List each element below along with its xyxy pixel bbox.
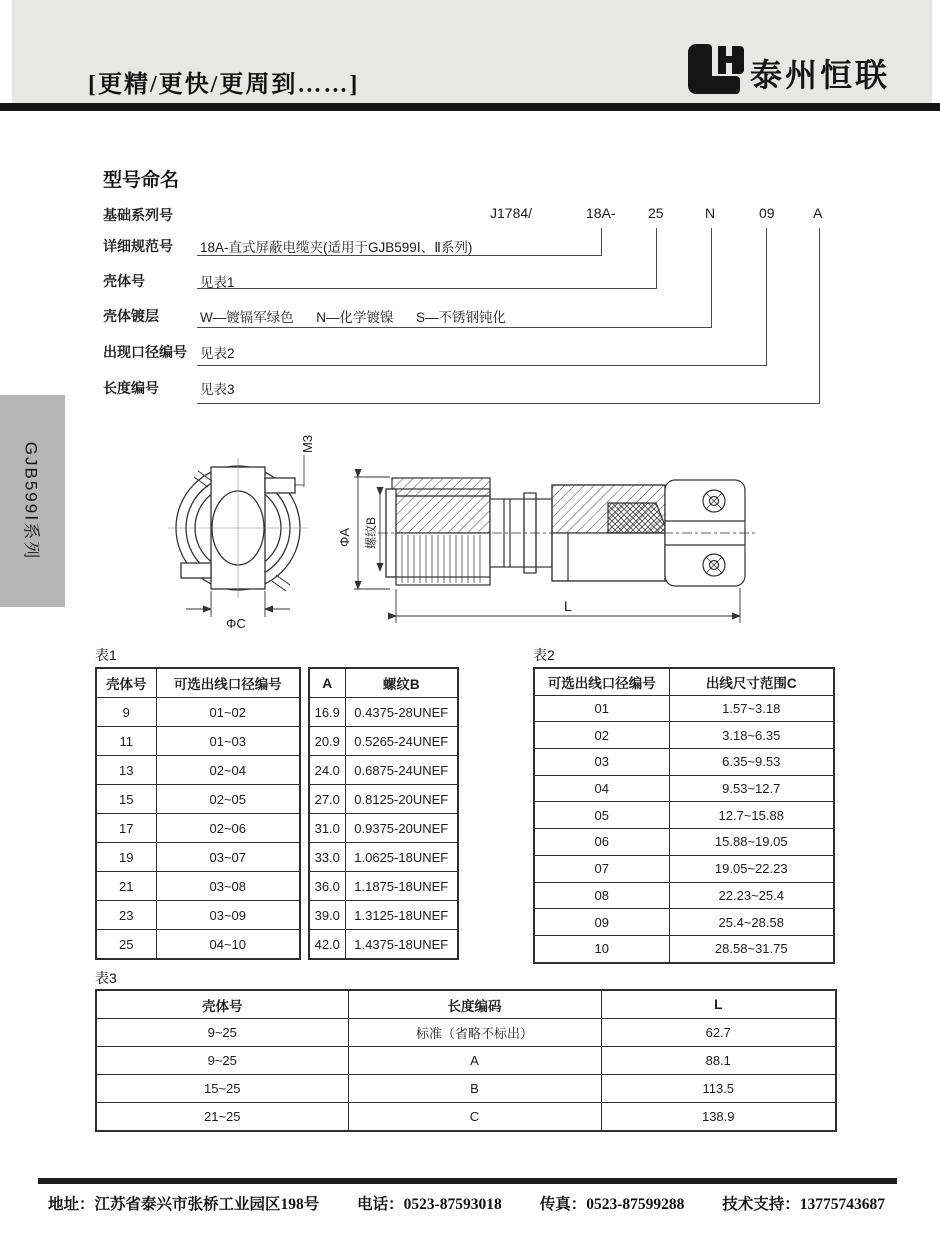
table-cell: 15 [96,785,156,814]
table-row [309,843,458,872]
table-row [309,901,458,930]
naming-value: 见表1 [200,275,235,290]
table-row [309,814,458,843]
table-row [534,909,834,936]
table-row [96,1019,836,1047]
table-row [534,695,834,722]
naming-code: J1784/ [490,205,533,221]
column-header: 壳体号 [96,668,156,698]
table-cell: 1.57~3.18 [669,695,834,722]
table-row [96,785,300,814]
table-row [309,872,458,901]
connector-line [197,228,820,404]
table-cell: C [348,1103,601,1132]
table-cell: 07 [534,855,669,882]
side-section-drawing [378,478,758,586]
table-row [534,882,834,909]
table-row [309,756,458,785]
table-cell: 1.0625-18UNEF [345,843,458,872]
table-row [534,722,834,749]
header-divider [0,103,940,111]
table-cell: 88.1 [601,1047,836,1075]
column-header: 螺纹B [345,668,458,698]
table-row [534,829,834,856]
table-cell: 9~25 [96,1047,348,1075]
table-cell: 01 [534,695,669,722]
table-cell: 1.4375-18UNEF [345,930,458,960]
table-cell: 62.7 [601,1019,836,1047]
header-slogan: [更精/更快/更周到……] [88,72,360,98]
table-row [96,872,300,901]
table-cell: 02~06 [156,814,300,843]
table-cell: 21~25 [96,1103,348,1132]
table-cell: 23 [96,901,156,930]
technical-drawing [90,425,810,637]
footer [48,1192,919,1214]
table-row [96,930,300,960]
page-title: 型号命名 [103,170,180,191]
table-cell: 03~08 [156,872,300,901]
table-cell: 11 [96,727,156,756]
table-cell: 19.05~22.23 [669,855,834,882]
table-cell: 01~02 [156,698,300,727]
table-cell: 12.7~15.88 [669,802,834,829]
table-cell: 9~25 [96,1019,348,1047]
table-cell: 03 [534,749,669,776]
table-cell: 03~09 [156,901,300,930]
column-header: 长度编码 [348,990,601,1019]
footer-address: 地址：江苏省泰兴市张桥工业园区198号 [48,1196,320,1213]
table-cell: 02 [534,722,669,749]
table1-left [95,667,301,952]
table-cell: 20.9 [309,727,345,756]
dimension-label-length: L [564,598,572,614]
table-row [534,775,834,802]
table-cell: B [348,1075,601,1103]
naming-label: 详细规范号 [103,238,173,254]
table-cell: 02~04 [156,756,300,785]
naming-label: 壳体镀层 [103,308,159,324]
table-cell: 25.4~28.58 [669,909,834,936]
footer-phone: 电话：0523-87593018 [357,1196,502,1213]
table-cell: 1.3125-18UNEF [345,901,458,930]
table-row [96,1047,836,1075]
footer-divider [38,1178,897,1184]
naming-value: 18A-直式屏蔽电缆夹(适用于GJB599Ⅰ、Ⅱ系列) [200,240,473,255]
column-header: 可选出线口径编号 [156,668,300,698]
naming-label: 壳体号 [103,273,145,289]
table-cell: 0.8125-20UNEF [345,785,458,814]
table-cell: 27.0 [309,785,345,814]
column-header: L [601,990,836,1019]
table-cell: 24.0 [309,756,345,785]
table-cell: 17 [96,814,156,843]
table-row [309,930,458,960]
naming-code: 18A- [586,205,616,221]
column-header: 壳体号 [96,990,348,1019]
naming-code: 25 [648,205,664,221]
series-tab-label: GJB599Ⅰ系列 [21,441,40,561]
table-cell: 9.53~12.7 [669,775,834,802]
table-row [96,727,300,756]
table-cell: 04 [534,775,669,802]
table-cell: 22.23~25.4 [669,882,834,909]
table-row [309,727,458,756]
table-cell: 13 [96,756,156,785]
table1-caption: 表1 [95,647,117,663]
table-cell: A [348,1047,601,1075]
table-cell: 138.9 [601,1103,836,1132]
table-row [96,814,300,843]
table-row [96,698,300,727]
dimension-label-phi-a: ΦA [337,527,352,547]
dimension-label-thread-b: 螺纹B [364,516,378,549]
table-row [96,1103,836,1132]
table-row [96,901,300,930]
table-cell: 15~25 [96,1075,348,1103]
table-cell: 113.5 [601,1075,836,1103]
table-cell: 09 [534,909,669,936]
table-cell: 15.88~19.05 [669,829,834,856]
brand-name: 泰州恒联 [750,57,891,93]
table-cell: 03~07 [156,843,300,872]
column-header: A [309,668,345,698]
table-cell: 25 [96,930,156,960]
table-cell: 0.9375-20UNEF [345,814,458,843]
column-header: 出线尺寸范围C [669,668,834,695]
naming-label: 长度编号 [103,380,159,396]
table-row [96,756,300,785]
table-row [534,749,834,776]
table2-caption: 表2 [533,647,555,663]
footer-support: 技术支持：13775743687 [722,1196,885,1213]
table-row [534,802,834,829]
table-cell: 04~10 [156,930,300,960]
table-cell: 05 [534,802,669,829]
table-row [96,843,300,872]
dimension-label-phi-c: ΦC [226,616,246,631]
table-row [534,935,834,962]
naming-label: 基础系列号 [103,207,173,223]
table-cell: 3.18~6.35 [669,722,834,749]
table-row [309,698,458,727]
table-cell: 0.5265-24UNEF [345,727,458,756]
table-row [534,855,834,882]
table-row [96,1075,836,1103]
table-cell: 08 [534,882,669,909]
table-cell: 0.4375-28UNEF [345,698,458,727]
table-row [309,785,458,814]
naming-value: 见表2 [200,346,235,361]
table-cell: 10 [534,935,669,962]
table-cell: 36.0 [309,872,345,901]
table-cell: 16.9 [309,698,345,727]
naming-label: 出现口径编号 [103,344,187,360]
table-cell: 6.35~9.53 [669,749,834,776]
naming-code: N [705,205,716,221]
table1-right [308,667,459,952]
table-cell: 39.0 [309,901,345,930]
table-cell: 33.0 [309,843,345,872]
table-cell: 标准（省略不标出） [348,1019,601,1047]
front-view-drawing [168,455,308,598]
table3 [95,989,837,1124]
table-cell: 21 [96,872,156,901]
table-cell: 0.6875-24UNEF [345,756,458,785]
table-cell: 06 [534,829,669,856]
table-cell: 02~05 [156,785,300,814]
table-cell: 9 [96,698,156,727]
table-cell: 31.0 [309,814,345,843]
column-header: 可选出线口径编号 [534,668,669,695]
series-tab [0,395,65,607]
table-cell: 19 [96,843,156,872]
table-cell: 42.0 [309,930,345,960]
table-cell: 28.58~31.75 [669,935,834,962]
table-cell: 1.1875-18UNEF [345,872,458,901]
brand-logo-icon [688,44,744,94]
dimension-label-m3: M3 [300,434,315,453]
naming-value: 见表3 [200,382,235,397]
table3-caption: 表3 [95,970,117,986]
table2 [533,667,835,957]
footer-fax: 传真：0523-87599288 [539,1196,685,1213]
table-cell: 01~03 [156,727,300,756]
naming-code: A [813,205,823,221]
naming-value: W—镀镉军绿色 N—化学镀镍 S—不锈钢钝化 [200,310,507,325]
naming-code: 09 [759,205,775,221]
